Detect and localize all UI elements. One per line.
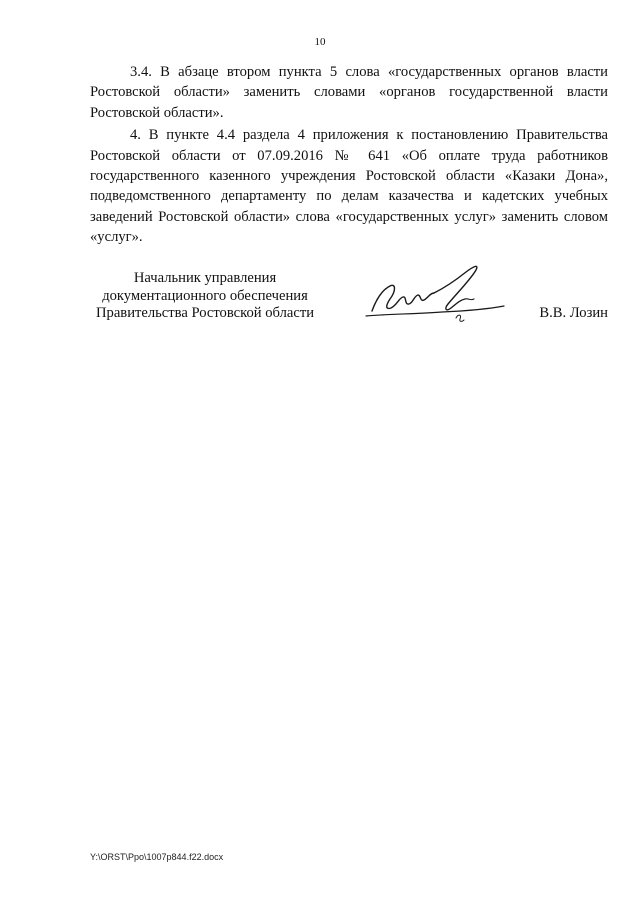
signer-title-line-3: Правительства Ростовской области [95,305,315,321]
signer-title-line-1: Начальник управления [133,270,277,286]
document-body [90,62,608,248]
file-path: Y:\ORST\Ppo\1007p844.f22.docx [90,852,224,862]
handwritten-signature [352,262,512,334]
page-number: 10 [314,36,326,48]
signature-block [90,270,608,340]
paragraph-4: 4. В пункте 4.4 раздела 4 приложения к постановлению Правительства Ростовской области от 07.09.2016 № 641 «Об оплате труда работников государственного казенного учреждения Ростовской области «Казаки Дона», подведомственного департаменту по делам казачества и кадетских учебных заведений Ростовской области» слова «государственных услуг» заменить словом «услуг». [90,127,608,246]
signer-title [90,270,320,323]
paragraph-3-4: 3.4. В абзаце втором пункта 5 слова «государственных органов власти Ростовской области» заменить словами «органов государственной власти Ростовской области». [90,64,608,121]
signer-name: В.В. Лозин [539,305,608,321]
signer-title-line-2: документационного обеспечения [102,287,308,304]
